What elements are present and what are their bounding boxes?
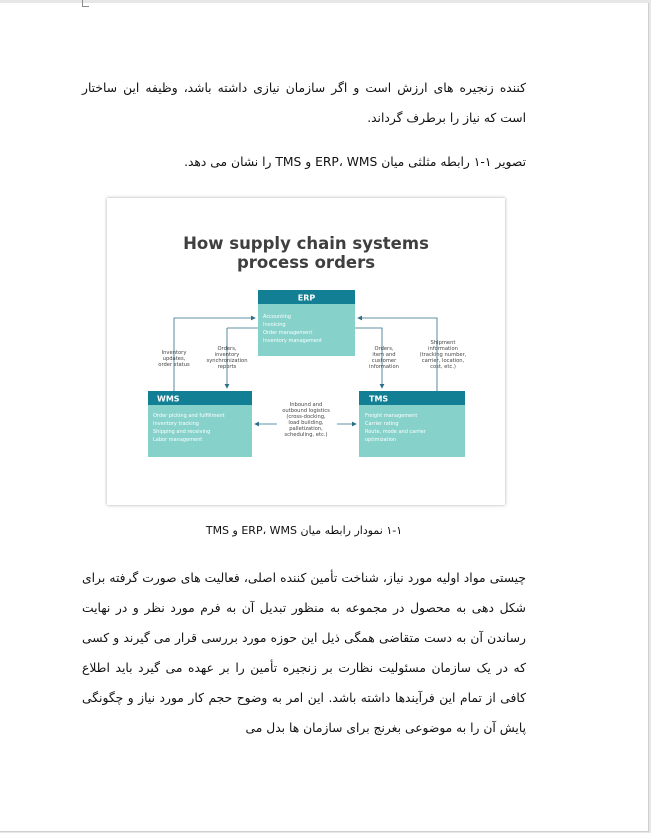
wms-item: Labor management bbox=[153, 437, 203, 443]
erp-header: ERP bbox=[297, 293, 316, 303]
label-inbound-outbound: outbound logistics bbox=[282, 408, 330, 414]
wms-item: Shipping and receiving bbox=[153, 429, 211, 435]
label-shipment-information: Shipment bbox=[430, 340, 456, 346]
margin-corner-mark bbox=[82, 0, 89, 7]
wms-item: Order picking and fulfillment bbox=[153, 413, 225, 419]
wms-header: WMS bbox=[157, 394, 180, 404]
wms-item: Inventory tracking bbox=[153, 421, 199, 427]
label-orders-inventory-sync: synchronization bbox=[206, 358, 248, 364]
erp-item: Order management bbox=[263, 330, 313, 336]
document-page bbox=[0, 3, 649, 832]
erp-box bbox=[258, 290, 355, 356]
tms-item: optimization bbox=[365, 437, 397, 443]
label-inventory-updates: Inventory bbox=[161, 350, 187, 356]
label-orders-item-customer: Orders, bbox=[374, 346, 394, 352]
label-shipment-information: (tracking number, bbox=[419, 352, 467, 358]
label-inbound-outbound: scheduling, etc.) bbox=[284, 432, 328, 438]
label-shipment-information: cost, etc.) bbox=[430, 364, 456, 370]
label-inventory-updates: order status bbox=[158, 362, 190, 368]
paragraph-bottom: چیستی مواد اولیه مورد نیاز، شناخت تأمین کننده اصلی، فعالیت های صورت گرفته برای شکل دهی به محصول در مجموعه به منظور تبدیل آن به فرم مورد نظر و در نهایت رساندن آن به دست متقاضی همگی ذیل این حوزه مورد بررسی قرار می گیرند و کسی که در یک سازمان مسئولیت نظارت بر زنجیره تأمین را بر عهده می گیرد باید اطلاع کافی از تمام این فرآیندها داشته باشد. این امر به وضوح حجم کار مورد نیاز و چگونگی پایش آن را به موضوعی بغرنج برای سازمان ها بدل می bbox=[82, 571, 526, 735]
tms-header: TMS bbox=[369, 394, 389, 404]
label-orders-inventory-sync: Orders, bbox=[217, 346, 237, 352]
supply-chain-figure bbox=[107, 198, 505, 505]
diagram-title-line1: How supply chain systems bbox=[183, 234, 429, 253]
label-orders-item-customer: item and bbox=[372, 352, 396, 358]
erp-item: Invoicing bbox=[263, 322, 286, 328]
tms-item: Carrier rating bbox=[365, 421, 399, 427]
label-orders-item-customer: information bbox=[369, 364, 399, 370]
label-inbound-outbound: palletization, bbox=[289, 426, 323, 432]
erp-item: Inventory management bbox=[263, 338, 322, 344]
label-inbound-outbound: load building, bbox=[288, 420, 324, 426]
figure-caption: ۱-۱ نمودار رابطه میان ERP، WMS و TMS bbox=[205, 524, 403, 537]
diagram-title-line2: process orders bbox=[236, 253, 376, 272]
label-orders-inventory-sync: inventory bbox=[214, 352, 240, 358]
erp-item: Accounting bbox=[263, 314, 291, 320]
label-inventory-updates: updates, bbox=[162, 356, 186, 362]
label-inbound-outbound: Inbound and bbox=[289, 402, 323, 408]
tms-item: Route, mode and carrier bbox=[365, 429, 426, 435]
supply-chain-diagram bbox=[107, 198, 505, 505]
label-shipment-information: carrier, location, bbox=[421, 358, 465, 364]
tms-item: Freight management bbox=[365, 413, 418, 419]
label-orders-item-customer: customer bbox=[371, 358, 397, 364]
label-inbound-outbound: (cross-docking, bbox=[286, 414, 326, 420]
paragraph-top: کننده زنجیره های ارزش است و اگر سازمان نیازی داشته باشد، وظیفه این ساختار است که نیاز را برطرف گرداند. bbox=[82, 81, 526, 125]
wms-box bbox=[148, 391, 252, 457]
label-shipment-information: information bbox=[428, 346, 458, 352]
label-orders-inventory-sync: reports bbox=[217, 364, 237, 370]
tms-box bbox=[359, 391, 465, 457]
figure-reference: تصویر ۱-۱ رابطه مثلثی میان ERP، WMS و TMS را نشان می دهد. bbox=[184, 155, 526, 169]
